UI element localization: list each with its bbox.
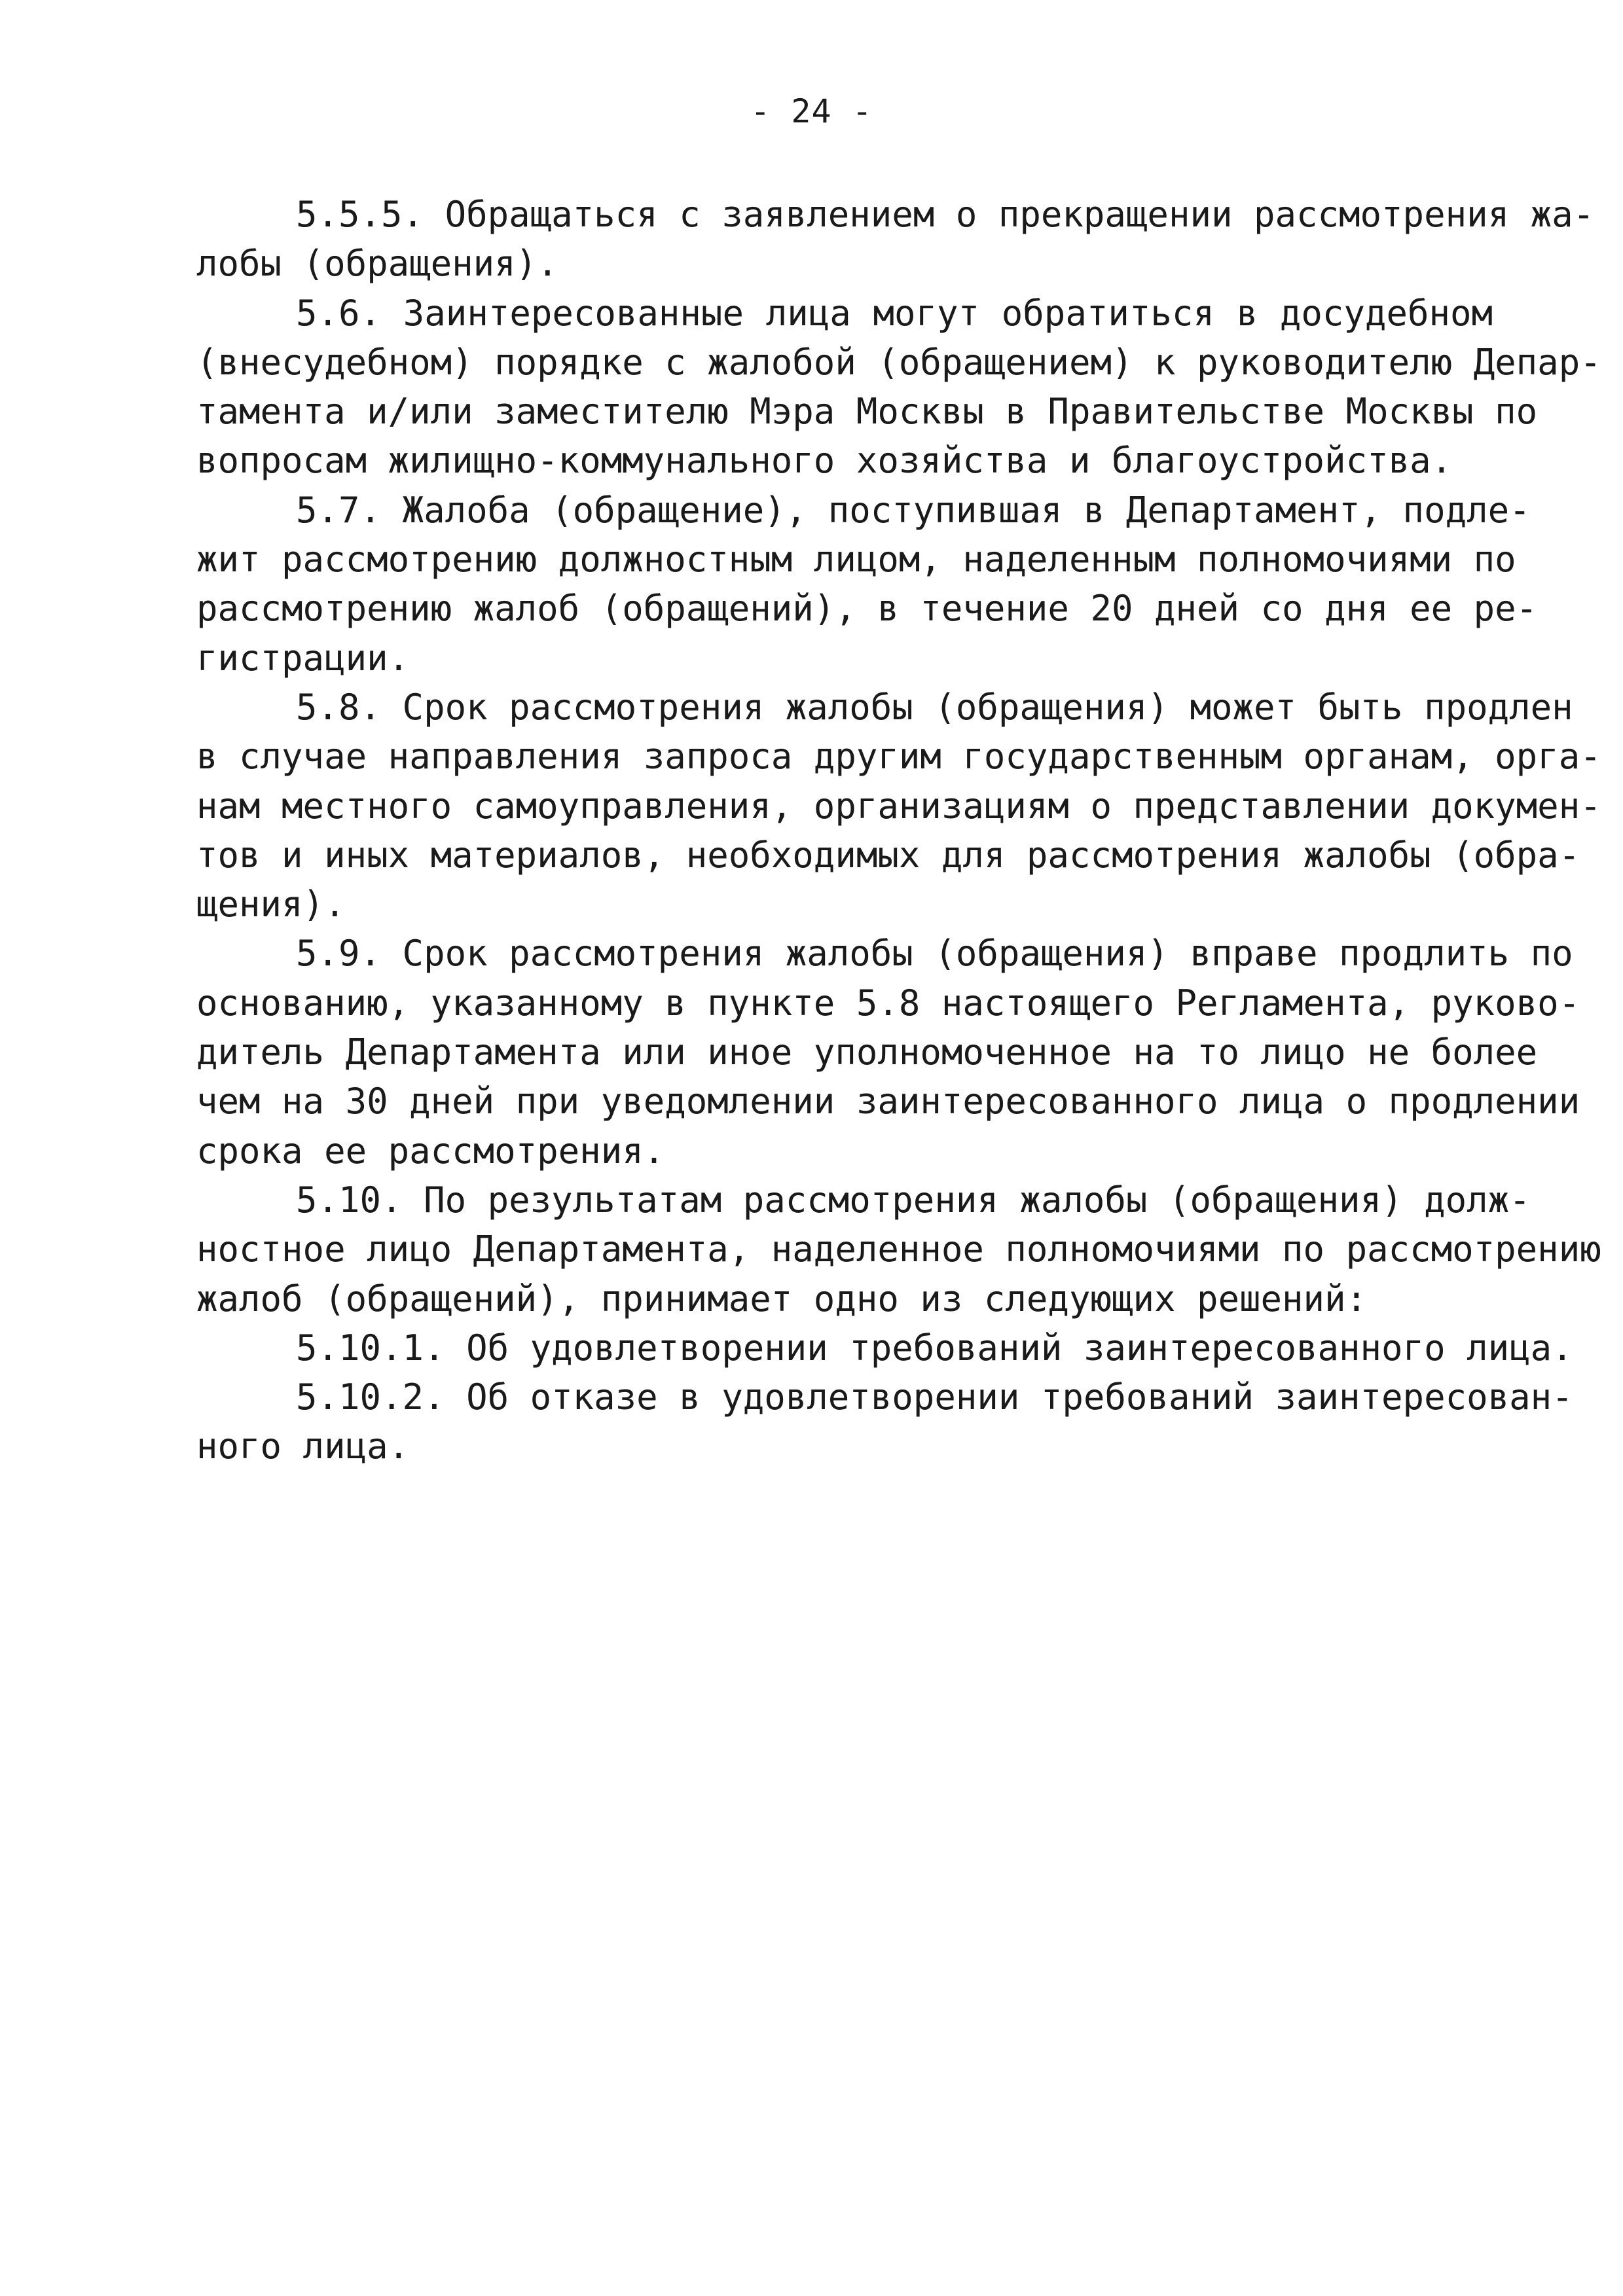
text-line: в случае направления запроса другим государственным органам, орга-	[196, 736, 1601, 778]
text-line: гистрации.	[196, 637, 410, 679]
text-line: лобы (обращения).	[196, 243, 558, 285]
text-line: жалоб (обращений), принимает одно из следующих решений:	[196, 1278, 1368, 1319]
text-line: (внесудебном) порядке с жалобой (обращением) к руководителю Депар-	[196, 341, 1601, 383]
text-line: 5.7. Жалоба (обращение), поступившая в Департамент, подле-	[296, 489, 1531, 531]
text-line: чем на 30 дней при уведомлении заинтересованного лица о продлении	[196, 1081, 1580, 1122]
text-line: рассмотрению жалоб (обращений), в течение 20 дней со дня ее ре-	[196, 588, 1538, 630]
text-line: тов и иных материалов, необходимых для рассмотрения жалобы (обра-	[196, 834, 1580, 876]
text-line: 5.10.1. Об удовлетворении требований заинтересованного лица.	[296, 1327, 1573, 1369]
text-line: вопросам жилищно-коммунального хозяйства и благоустройства.	[196, 440, 1453, 482]
text-line: срока ее рассмотрения.	[196, 1130, 665, 1172]
text-line: нам местного самоуправления, организациям о представлении докумен-	[196, 785, 1601, 827]
text-line: 5.10. По результатам рассмотрения жалобы (обращения) долж-	[296, 1179, 1531, 1221]
document-body	[196, 190, 1601, 1471]
text-line: 5.10.2. Об отказе в удовлетворении требований заинтересован-	[296, 1376, 1573, 1418]
text-line: ного лица.	[196, 1426, 410, 1467]
page-number: - 24 -	[750, 92, 873, 130]
text-line: основанию, указанному в пункте 5.8 настоящего Регламента, руково-	[196, 982, 1580, 1024]
text-line: щения).	[196, 884, 346, 925]
text-line: тамента и/или заместителю Мэра Москвы в Правительстве Москвы по	[196, 391, 1538, 433]
text-line: дитель Департамента или иное уполномоченное на то лицо не более	[196, 1031, 1538, 1073]
text-line: 5.8. Срок рассмотрения жалобы (обращения) может быть продлен	[296, 686, 1573, 728]
text-line: жит рассмотрению должностным лицом, наделенным полномочиями по	[196, 539, 1516, 581]
text-line: ностное лицо Департамента, наделенное полномочиями по рассмотрению	[196, 1229, 1601, 1270]
text-line: 5.5.5. Обращаться с заявлением о прекращении рассмотрения жа-	[296, 194, 1595, 235]
text-line: 5.6. Заинтересованные лица могут обратиться в досудебном	[296, 292, 1493, 334]
text-line: 5.9. Срок рассмотрения жалобы (обращения) вправе продлить по	[296, 933, 1573, 975]
